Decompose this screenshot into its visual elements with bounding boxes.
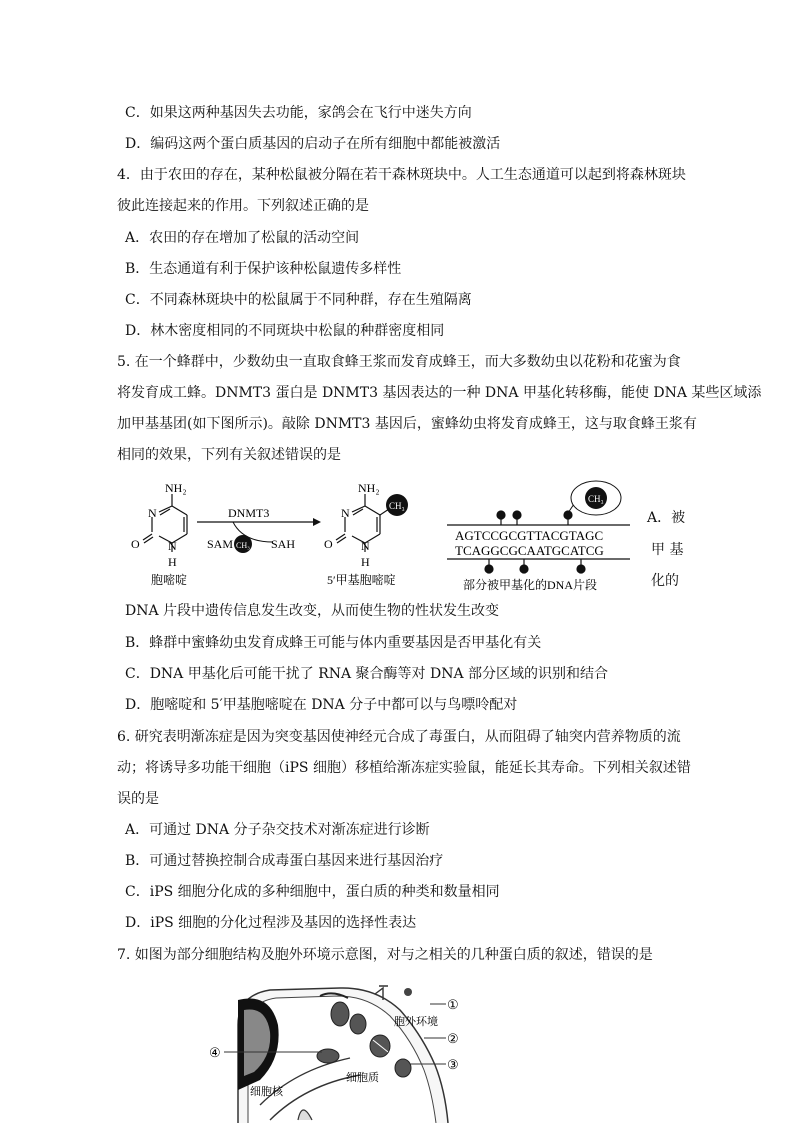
nucleus-label: 细胞核: [250, 1086, 283, 1098]
q5-option-c: C．DNA 甲基化后可能干扰了 RNA 聚合酶等对 DNA 部分区域的识别和结合: [125, 666, 609, 682]
ch3-label-sam: CH₃: [236, 541, 250, 550]
methyl-pins-top: [497, 511, 572, 525]
q6-stem-line-1: 6. 研究表明渐冻症是因为突变基因使神经元合成了毒蛋白，从而阻碍了轴突内营养物质的流: [117, 729, 681, 745]
q4-stem-line-2: 彼此连接起来的作用。下列叙述正确的是: [117, 198, 369, 214]
sam-label: SAM: [207, 537, 234, 551]
extracellular-label: 胞外环境: [394, 1016, 438, 1028]
q5-stem-line-3: 加甲基基团(如下图所示)。敲除 DNMT3 基因后，蜜蜂幼虫将发育成蜂王，这与取食蜂王浆有: [117, 416, 697, 432]
q5-stem-line-1: 5. 在一个蜂群中，少数幼虫一直取食蜂王浆而发育成蜂王，而大多数幼虫以花粉和花蜜为食: [117, 354, 681, 370]
q3-option-d: D．编码这两个蛋白质基因的启动子在所有细胞中都能被激活: [125, 136, 501, 152]
q3-option-c: C．如果这两种基因失去功能，家鸽会在飞行中迷失方向: [125, 105, 472, 121]
sah-label: SAH: [271, 537, 296, 551]
o-label-left: O: [131, 537, 140, 551]
label-2: ②: [447, 1031, 459, 1046]
reaction-arrowhead: [313, 518, 321, 526]
q4-option-d: D．林木密度相同的不同斑块中松鼠的种群密度相同: [125, 323, 445, 339]
dna-strand-top: AGTCCGCGTTACGTAGC: [455, 528, 604, 543]
cell-structure-figure: [200, 980, 490, 1123]
q4-option-b: B．生态通道有利于保护该种松鼠遗传多样性: [125, 261, 402, 277]
q4-stem-line-1: 4．由于农田的存在，某种松鼠被分隔在若干森林斑块中。人工生态通道可以起到将森林斑块: [117, 167, 686, 183]
q7-stem-line-1: 7. 如图为部分细胞结构及胞外环境示意图，对与之相关的几种蛋白质的叙述，错误的是: [117, 947, 653, 963]
cytoplasm-label: 细胞质: [346, 1072, 379, 1084]
q6-stem-line-2: 动；将诱导多功能干细胞（iPS 细胞）移植给渐冻症实验鼠，能延长其寿命。下列相关叙述错: [117, 760, 691, 776]
h-label-left: H: [168, 555, 177, 569]
cytosine-structure: [143, 494, 187, 552]
q5-option-a-wrap-1: A．被: [647, 510, 686, 526]
q5-option-a-wrap-3: 化的: [651, 573, 679, 589]
n-label-mid-bottom: N: [361, 539, 370, 553]
q5-option-d: D．胞嘧啶和 5′甲基胞嘧啶在 DNA 分子中都可以与鸟嘌呤配对: [125, 697, 518, 713]
methyl-pins-bottom: [485, 559, 585, 573]
label-4: ④: [209, 1045, 221, 1060]
n-label-left-bottom: N: [168, 539, 177, 553]
dna-strand-bottom: TCAGGCGCAATGCATCG: [455, 543, 604, 558]
h-label-mid: H: [361, 555, 370, 569]
q5-option-a-wrap-2: 甲 基: [651, 542, 684, 558]
n-label-left-top: N: [148, 506, 157, 520]
q5-option-a-tail: DNA 片段中遗传信息发生改变，从而使生物的性状发生改变: [125, 603, 500, 619]
q5-stem-line-4: 相同的效果，下列有关叙述错误的是: [117, 447, 341, 463]
ch3-label-mid: CH₃: [389, 501, 405, 511]
label-1: ①: [447, 997, 459, 1012]
dna-fragment-label: 部分被甲基化的DNA片段: [463, 578, 597, 592]
ch3-label-callout: CH₃: [588, 494, 604, 504]
q6-option-b: B．可通过替换控制合成毒蛋白基因来进行基因治疗: [125, 853, 444, 869]
q6-option-a: A．可通过 DNA 分子杂交技术对渐冻症进行诊断: [125, 822, 430, 838]
cytosine-label: 胞嘧啶: [151, 573, 188, 587]
n-label-mid-top: N: [341, 506, 350, 520]
methylation-figure: [125, 472, 645, 597]
q4-option-a: A．农田的存在增加了松鼠的活动空间: [125, 230, 360, 246]
nh2-label-mid: NH₂: [358, 481, 380, 495]
enzyme-label: DNMT3: [228, 506, 270, 520]
nh2-label-left: NH₂: [165, 481, 187, 495]
q6-stem-line-3: 误的是: [117, 791, 159, 807]
q5-option-b: B．蜂群中蜜蜂幼虫发育成蜂王可能与体内重要基因是否甲基化有关: [125, 635, 542, 651]
q5-stem-line-2: 将发育成工蜂。DNMT3 蛋白是 DNMT3 基因表达的一种 DNA 甲基化转移酶，能使 DNA 某些区域添: [117, 385, 762, 401]
q6-option-c: C．iPS 细胞分化成的多种细胞中，蛋白质的种类和数量相同: [125, 884, 500, 900]
q4-option-c: C．不同森林斑块中的松鼠属于不同种群，存在生殖隔离: [125, 292, 472, 308]
o-label-mid: O: [324, 537, 333, 551]
label-3: ③: [447, 1057, 459, 1072]
methylcytosine-label: 5′甲基胞嘧啶: [327, 573, 396, 587]
q6-option-d: D．iPS 细胞的分化过程涉及基因的选择性表达: [125, 915, 417, 931]
